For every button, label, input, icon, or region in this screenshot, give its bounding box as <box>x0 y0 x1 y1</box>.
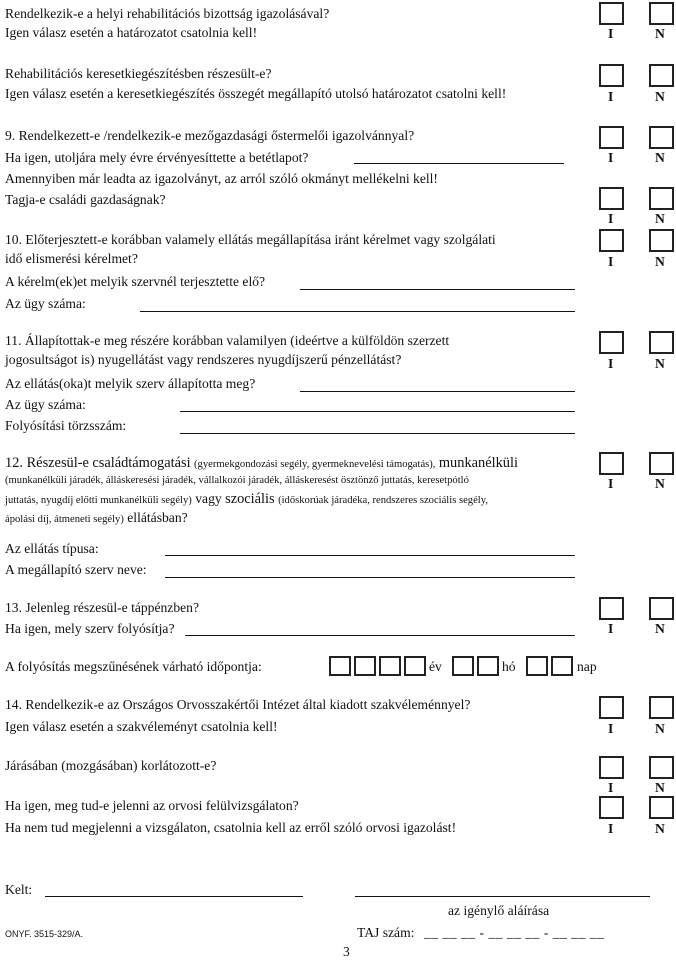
yes-checkbox[interactable] <box>599 452 624 475</box>
no-checkbox[interactable] <box>649 2 674 25</box>
yes-checkbox[interactable] <box>599 796 624 819</box>
q11-case-number-label: Az ügy száma: <box>5 397 86 412</box>
q11-authority-label: Az ellátás(oka)t melyik szerv állapította meg? <box>5 376 256 391</box>
q14-appear-question: Ha igen, meg tud-e jelenni az orvosi felülvizsgálaton? <box>5 798 299 813</box>
q12-end: ellátásban? <box>127 510 188 525</box>
q12-family-support: családtámogatási <box>92 455 191 471</box>
q9-year-field[interactable] <box>354 163 564 164</box>
taj-field[interactable]: __ __ __ - __ __ __ - __ __ __ <box>424 925 605 940</box>
month-label: hó <box>502 659 516 674</box>
yes-checkbox[interactable] <box>599 696 624 719</box>
yes-checkbox[interactable] <box>599 597 624 620</box>
q12-line4 <box>5 510 188 528</box>
no-label: N <box>655 821 665 836</box>
no-checkbox[interactable] <box>649 331 674 354</box>
q12-family-support-detail: (gyermekgondozási segély, gyermeknevelési támogatás), <box>194 459 436 470</box>
q-rehab-cert-text: Rendelkezik-e a helyi rehabilitációs bizottság igazolásával? <box>5 6 330 21</box>
date-field[interactable] <box>45 896 303 897</box>
q11-authority-field[interactable] <box>300 391 575 392</box>
no-label: N <box>655 26 665 41</box>
q9-family-farm-question: Tagja-e családi gazdaságnak? <box>5 192 166 207</box>
q11-disbursement-field[interactable] <box>180 433 575 434</box>
yes-checkbox[interactable] <box>599 229 624 252</box>
q14-certificate-note: Ha nem tud megjelenni a vizsgálaton, csatolnia kell az erről szóló orvosi igazolást! <box>5 820 457 835</box>
no-label: N <box>655 89 665 104</box>
q12-type-field[interactable] <box>165 555 575 556</box>
q10-case-number-label: Az ügy száma: <box>5 296 86 311</box>
no-checkbox[interactable] <box>649 229 674 252</box>
q9-year-question: Ha igen, utoljára mely évre érvényesíttette a betétlapot? <box>5 150 309 165</box>
q10-text: 10. Előterjesztett-e korábban valamely ellátás megállapítása iránt kérelmet vagy szolgálati <box>5 232 496 247</box>
yes-checkbox[interactable] <box>599 331 624 354</box>
no-label: N <box>655 721 665 736</box>
q12-authority-label: A megállapító szerv neve: <box>5 562 147 577</box>
q11-text: 11. Állapítottak-e meg részére korábban valamilyen (ideértve a külföldön szerzett <box>5 333 450 348</box>
page-number: 3 <box>343 944 350 959</box>
no-label: N <box>655 150 665 165</box>
yes-label: I <box>608 356 614 371</box>
no-label: N <box>655 356 665 371</box>
no-label: N <box>655 211 665 226</box>
no-checkbox[interactable] <box>649 796 674 819</box>
year-digit-box[interactable] <box>329 656 351 676</box>
yes-checkbox[interactable] <box>599 2 624 25</box>
yes-label: I <box>608 150 614 165</box>
q12-type-label: Az ellátás típusa: <box>5 541 99 556</box>
yes-checkbox[interactable] <box>599 126 624 149</box>
no-checkbox[interactable] <box>649 187 674 210</box>
q12-line3 <box>5 491 488 509</box>
yes-label: I <box>608 89 614 104</box>
day-digit-box[interactable] <box>526 656 548 676</box>
yes-checkbox[interactable] <box>599 756 624 779</box>
q12-social-detail-cont: ápolási díj, átmeneti segély) <box>5 514 124 525</box>
year-digit-box[interactable] <box>354 656 376 676</box>
yes-checkbox[interactable] <box>599 187 624 210</box>
yes-checkbox[interactable] <box>599 64 624 87</box>
q10-authority-field[interactable] <box>300 289 575 290</box>
q10-authority-label: A kérelm(ek)et melyik szervnél terjesztette elő? <box>5 274 266 289</box>
yes-label: I <box>608 476 614 491</box>
q9-text: 9. Rendelkezett-e /rendelkezik-e mezőgazdasági őstermelői igazolvánnyal? <box>5 128 415 143</box>
signature-line[interactable] <box>355 896 650 897</box>
q-rehab-cert-note: Igen válasz esetén a határozatot csatolnia kell! <box>5 25 258 40</box>
yes-label: I <box>608 211 614 226</box>
q11-disbursement-label: Folyósítási törzsszám: <box>5 418 127 433</box>
q12-social: szociális <box>225 491 275 507</box>
no-checkbox[interactable] <box>649 597 674 620</box>
q11-case-number-field[interactable] <box>180 411 575 412</box>
no-checkbox[interactable] <box>649 64 674 87</box>
q11-text-cont: jogosultságot is) nyugellátást vagy rendszeres nyugdíjszerű pénzellátást? <box>5 352 402 367</box>
yes-label: I <box>608 254 614 269</box>
no-checkbox[interactable] <box>649 452 674 475</box>
taj-label: TAJ szám: <box>357 925 415 940</box>
date-label: Kelt: <box>5 882 33 897</box>
q12-authority-field[interactable] <box>165 577 575 578</box>
month-digit-box[interactable] <box>477 656 499 676</box>
day-label: nap <box>577 659 597 674</box>
q14-attach-note: Igen válasz esetén a szakvéleményt csatolnia kell! <box>5 719 278 734</box>
no-label: N <box>655 476 665 491</box>
q12-unemployment-detail-cont: juttatás, nyugdíj előtti munkanélküli segély) <box>5 495 192 506</box>
yes-label: I <box>608 26 614 41</box>
q14-mobility-question: Járásában (mozgásában) korlátozott-e? <box>5 758 217 773</box>
no-checkbox[interactable] <box>649 696 674 719</box>
yes-label: I <box>608 821 614 836</box>
q-rehab-supplement-note: Igen válasz esetén a keresetkiegészítés összegét megállapító utolsó határozatot csatolni kell! <box>5 86 507 101</box>
q10-text-cont: idő elismerési kérelmet? <box>5 251 138 266</box>
q14-text: 14. Rendelkezik-e az Országos Orvosszakértői Intézet által kiadott szakvéleménnyel? <box>5 697 471 712</box>
yes-label: I <box>608 780 614 795</box>
no-label: N <box>655 621 665 636</box>
q9-attach-note: Amennyiben már leadta az igazolványt, az arról szóló okmányt mellékelni kell! <box>5 171 438 186</box>
form-code: ONYF. 3515-329/A. <box>5 929 84 939</box>
yes-label: I <box>608 621 614 636</box>
q-rehab-supplement-text: Rehabilitációs keresetkiegészítésben részesült-e? <box>5 66 272 81</box>
q10-case-number-field[interactable] <box>140 311 575 312</box>
q12-text <box>5 455 518 473</box>
signature-label: az igénylő aláírása <box>448 903 550 918</box>
q12-intro: 12. Részesül-e <box>5 455 89 471</box>
q13-text: 13. Jelenleg részesül-e táppénzben? <box>5 600 199 615</box>
year-label: év <box>429 659 442 674</box>
month-digit-box[interactable] <box>452 656 474 676</box>
no-checkbox[interactable] <box>649 756 674 779</box>
q12-unemployment: munkanélküli <box>438 455 518 471</box>
q13-end-date-label: A folyósítás megszűnésének várható időpontja: <box>5 659 262 674</box>
q12-social-detail: (időskorúak járadéka, rendszeres szociális segély, <box>278 495 488 506</box>
no-label: N <box>655 780 665 795</box>
q13-authority-field[interactable] <box>185 635 575 636</box>
day-digit-box[interactable] <box>551 656 573 676</box>
year-digit-box[interactable] <box>404 656 426 676</box>
q13-authority-label: Ha igen, mely szerv folyósítja? <box>5 621 175 636</box>
q12-unemployment-detail: (munkanélküli járadék, álláskeresési járadék, vállalkozói járadék, álláskeresést ösztönző juttatás, keresetpótló <box>5 475 469 486</box>
yes-label: I <box>608 721 614 736</box>
no-checkbox[interactable] <box>649 126 674 149</box>
year-digit-box[interactable] <box>379 656 401 676</box>
no-label: N <box>655 254 665 269</box>
q12-or: vagy <box>195 491 222 506</box>
